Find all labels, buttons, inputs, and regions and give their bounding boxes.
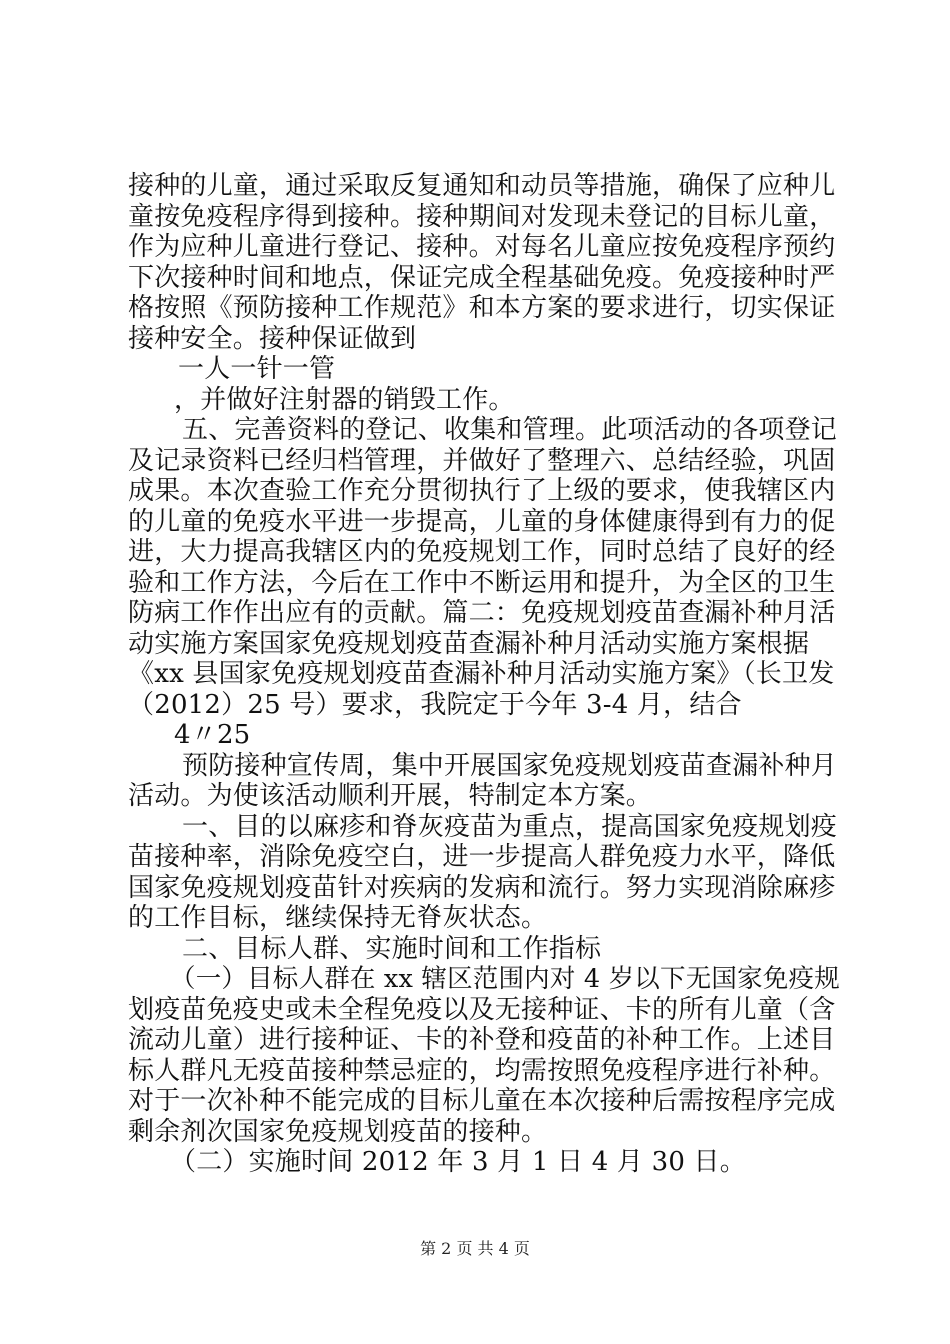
text-line: 下次接种时间和地点，保证完成全程基础免疫。免疫接种时严 — [128, 262, 836, 293]
section-heading: 五、完善资料的登记、收集和管理。此项活动的各项登记 — [182, 415, 838, 445]
text-line: 对于一次补种不能完成的目标儿童在本次接种后需按程序完成 — [128, 1086, 836, 1116]
section-heading: 二、目标人群、实施时间和工作指标 — [182, 933, 602, 964]
text-line: 流动儿童）进行接种证、卡的补登和疫苗的补种工作。上述目 — [128, 1025, 836, 1055]
text-line: 及记录资料已经归档管理，并做好了整理六、总结经验，巩固 — [128, 445, 836, 476]
text-line: 动实施方案国家免疫规划疫苗查漏补种月活动实施方案根据 — [128, 628, 810, 659]
text-line: 4〃25 — [174, 720, 251, 750]
text-line: 剩余剂次国家免疫规划疫苗的接种。 — [128, 1116, 548, 1147]
text-line: 标人群凡无疫苗接种禁忌症的，均需按照免疫程序进行补种。 — [128, 1055, 836, 1086]
text-line: 验和工作方法，今后在工作中不断运用和提升，为全区的卫生 — [128, 567, 836, 598]
text-line: 预防接种宣传周，集中开展国家免疫规划疫苗查漏补种月 — [182, 750, 838, 781]
text-line: 进，大力提高我辖区内的免疫规划工作，同时总结了良好的经 — [128, 537, 836, 567]
text-line: 作为应种儿童进行登记、接种。对每名儿童应按免疫程序预约 — [128, 232, 836, 262]
text-line: 苗接种率，消除免疫空白，进一步提高人群免疫力水平，降低 — [128, 842, 836, 872]
page-footer: 第 2 页 共 4 页 — [420, 1239, 530, 1258]
text-line: 接种的儿童，通过采取反复通知和动员等措施，确保了应种儿 — [128, 171, 836, 201]
subsection-heading: （二）实施时间 2012 年 3 月 1 日 4 月 30 日。 — [170, 1147, 746, 1177]
text-line: 活动。为使该活动顺利开展，特制定本方案。 — [128, 781, 653, 811]
text-line: 成果。本次查验工作充分贯彻执行了上级的要求，使我辖区内 — [128, 476, 836, 506]
text-line: 一人一针一管 — [178, 354, 336, 384]
text-line: 划疫苗免疫史或未全程免疫以及无接种证、卡的所有儿童（含 — [128, 994, 836, 1025]
text-line: 的工作目标，继续保持无脊灰状态。 — [128, 903, 548, 933]
text-line: 防病工作作出应有的贡献。篇二：免疫规划疫苗查漏补种月活 — [128, 598, 836, 628]
text-line: ，并做好注射器的销毁工作。 — [174, 384, 515, 415]
subsection-heading: （一）目标人群在 xx 辖区范围内对 4 岁以下无国家免疫规 — [170, 964, 840, 994]
text-line: 《xx 县国家免疫规划疫苗查漏补种月活动实施方案》（长卫发 — [128, 659, 835, 689]
text-line: 国家免疫规划疫苗针对疾病的发病和流行。努力实现消除麻疹 — [128, 872, 836, 903]
text-line: （2012）25 号）要求，我院定于今年 3-4 月，结合 — [128, 689, 742, 720]
text-line: 童按免疫程序得到接种。接种期间对发现未登记的目标儿童， — [128, 201, 836, 232]
section-heading: 一、目的以麻疹和脊灰疫苗为重点，提高国家免疫规划疫 — [182, 811, 838, 842]
text-line: 接种安全。接种保证做到 — [128, 323, 417, 354]
text-line: 的儿童的免疫水平进一步提高，儿童的身体健康得到有力的促 — [128, 506, 836, 537]
text-line: 格按照《预防接种工作规范》和本方案的要求进行，切实保证 — [128, 293, 836, 323]
